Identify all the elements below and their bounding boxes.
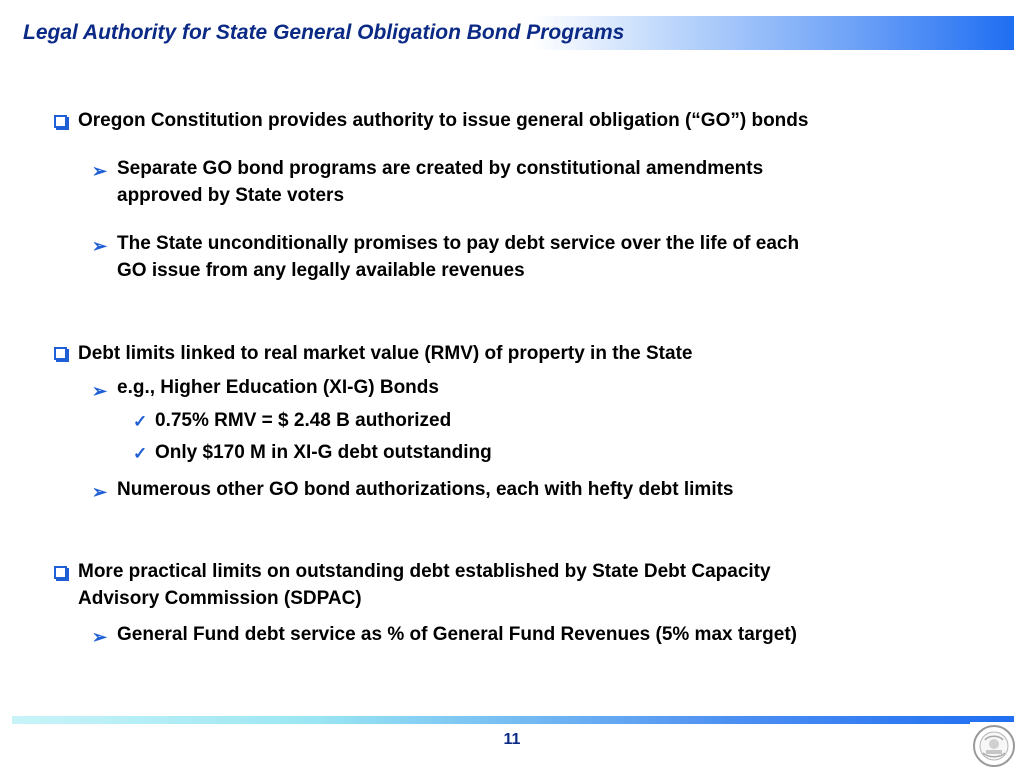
arrowhead-bullet-icon: ➢ [92,627,108,647]
arrowhead-bullet-icon: ➢ [92,161,108,181]
bullet-1-sub-2-line-1: The State unconditionally promises to pay debt service over the life of each [117,233,800,254]
bullet-2-sub-1-text: e.g., Higher Education (XI-G) Bonds [117,377,439,398]
bullet-1-sub-1-line-2: approved by State voters [117,185,345,206]
bullet-1-sub-2-line-2: GO issue from any legally available revenues [117,260,525,281]
arrowhead-bullet-icon: ➢ [92,482,108,502]
state-seal-icon [970,722,1018,770]
bullet-3-line-2: Advisory Commission (SDPAC) [78,588,362,609]
bullet-2-sub-1-detail-1: 0.75% RMV = $ 2.48 B authorized [155,410,452,431]
square-box-bullet-icon [54,115,67,128]
bullet-3-sub-1-text: General Fund debt service as % of General Fund Revenues (5% max target) [117,624,797,645]
bullet-2-sub-2-text: Numerous other GO bond authorizations, each with hefty debt limits [117,479,734,500]
footer-bar [12,716,1014,724]
bullet-2-sub-1-detail-2: Only $170 M in XI-G debt outstanding [155,442,492,463]
bullet-2-text: Debt limits linked to real market value (RMV) of property in the State [78,343,693,364]
checkmark-bullet-icon: ✓ [133,412,148,431]
bullet-3-line-1: More practical limits on outstanding debt established by State Debt Capacity [78,561,771,582]
square-box-bullet-icon [54,347,67,360]
bullet-1-sub-1-line-1: Separate GO bond programs are created by constitutional amendments [117,158,764,179]
arrowhead-bullet-icon: ➢ [92,236,108,256]
checkmark-bullet-icon: ✓ [133,444,148,463]
page-number: 11 [503,731,521,748]
slide-title: Legal Authority for State General Obligation Bond Programs [23,21,625,44]
square-box-bullet-icon [54,566,67,579]
bullet-1-text: Oregon Constitution provides authority to issue general obligation (“GO”) bonds [78,110,809,131]
arrowhead-bullet-icon: ➢ [92,381,108,401]
